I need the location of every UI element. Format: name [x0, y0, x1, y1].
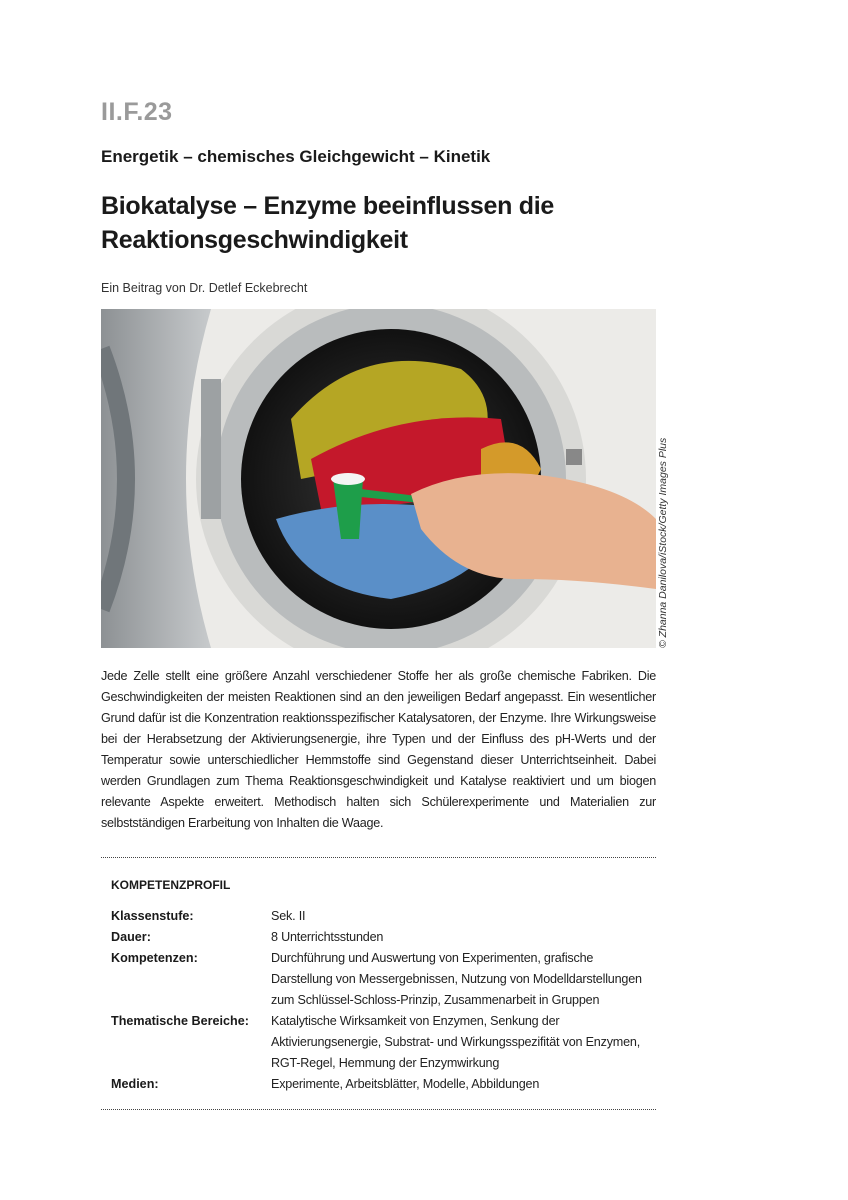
profile-value: Durchführung und Auswertung von Experimenten, grafische Darstellung von Messergebnissen, Nutzung von Modelldarstellungen zum Schlüssel-Schloss-Prinzip, Zusammenarbeit in Gruppen [271, 951, 642, 1007]
profile-value: Experimente, Arbeitsblätter, Modelle, Abbildungen [271, 1077, 540, 1091]
washing-machine-photo [101, 309, 656, 648]
profile-label: Kompetenzen: [111, 951, 198, 965]
unit-code: II.F.23 [101, 98, 173, 126]
profile-label: Medien: [111, 1077, 159, 1091]
profile-row [111, 948, 656, 1011]
profile-label: Thematische Bereiche: [111, 1014, 249, 1028]
profile-row [111, 927, 656, 948]
profile-label: Klassenstufe: [111, 909, 194, 923]
profile-value: 8 Unterrichtsstunden [271, 930, 384, 944]
author-line: Ein Beitrag von Dr. Detlef Eckebrecht [101, 281, 308, 295]
competence-profile [111, 906, 656, 1095]
profile-value: Sek. II [271, 909, 306, 923]
profile-row [111, 1011, 656, 1074]
intro-paragraph: Jede Zelle stellt eine größere Anzahl verschiedener Stoffe her als große chemische Fabriken. Die Geschwindigkeiten der meisten Reaktionen sind an den jeweiligen Bedarf angepasst. Ein wesentlicher Grund dafür ist die Konzentration reaktionsspezifischer Katalysatoren, der Enzyme. Ihre Wirkungsweise bei der Herabsetzung der Aktivierungsenergie, ihre Typen und der Einfluss des pH-Werts und der Temperatur sowie unterschiedlicher Hemmstoffe sind Gegenstand dieser Unterrichtseinheit. Dabei werden Grundlagen zum Thema Reaktionsgeschwindigkeit und Katalyse reaktiviert und um biogen relevante Aspekte erweitert. Methodisch halten sich Schülerexperimente und Materialien zur selbstständigen Erarbeitung von Inhalten die Waage. [101, 669, 656, 830]
profile-row [111, 1074, 656, 1095]
profile-label: Dauer: [111, 930, 151, 944]
photo-illustration [101, 309, 656, 648]
photo-credit: © Zhanna Danilova/iStock/Getty Images Plus [657, 437, 669, 648]
profile-heading: KOMPETENZPROFIL [111, 878, 231, 892]
page-title: Biokatalyse – Enzyme beeinflussen die Reaktionsgeschwindigkeit [101, 192, 554, 254]
profile-row [111, 906, 656, 927]
divider-top [101, 857, 656, 858]
subtitle: Energetik – chemisches Gleichgewicht – Kinetik [101, 147, 491, 166]
profile-value: Katalytische Wirksamkeit von Enzymen, Senkung der Aktivierungsenergie, Substrat- und Wirkungsspezifität von Enzymen, RGT-Regel, Hemmung der Enzymwirkung [271, 1014, 640, 1070]
divider-bottom [101, 1109, 656, 1110]
